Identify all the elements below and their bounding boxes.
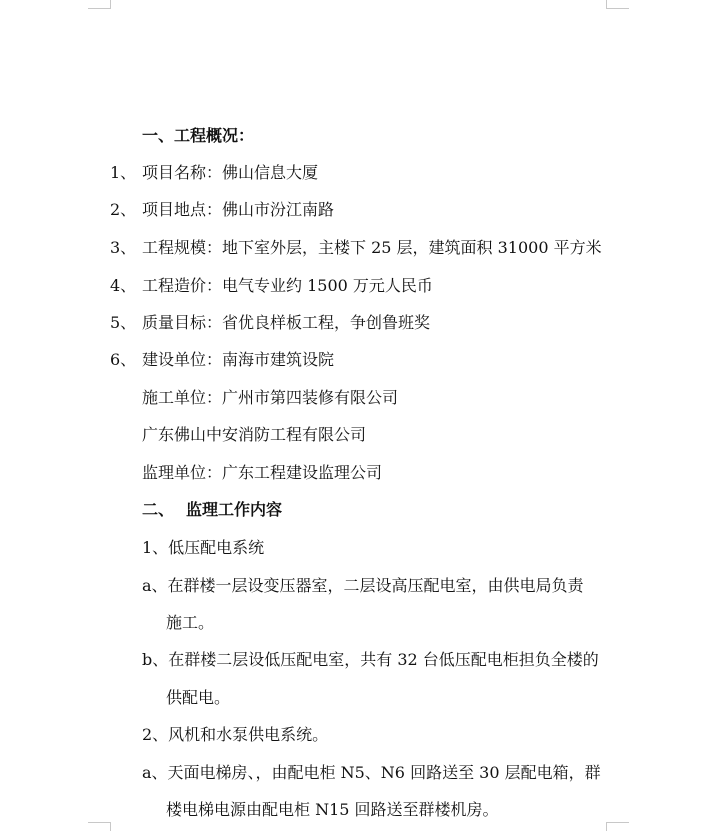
item-number: 1、 — [110, 163, 137, 182]
item-project-scale: 工程规模：地下室外层，主楼下 25 层，建筑面积 31000 平方米 — [142, 238, 602, 257]
paragraph-a2-line1: a、天面电梯房、，由配电柜 N5、N6 回路送至 30 层配电箱，群 — [142, 763, 601, 782]
supervisor-line: 监理单位：广东工程建设监理公司 — [142, 463, 383, 482]
item-number: 2、 — [110, 200, 137, 219]
paragraph-b1-line2: 供配电。 — [166, 688, 231, 707]
contractor-line: 施工单位：广州市第四装修有限公司 — [142, 388, 399, 407]
subheading-fan-pump: 2、风机和水泵供电系统。 — [142, 725, 329, 744]
item-number: 3、 — [110, 238, 137, 257]
crop-mark-top-right — [606, 0, 629, 9]
item-number: 5、 — [110, 313, 137, 332]
item-number: 6、 — [110, 350, 137, 369]
paragraph-a1-line2: 施工。 — [166, 613, 215, 632]
section-heading-overview: 一、工程概况： — [142, 126, 255, 145]
subheading-low-voltage: 1、低压配电系统 — [142, 538, 265, 557]
item-quality-goal: 质量目标：省优良样板工程，争创鲁班奖 — [142, 313, 431, 332]
crop-mark-top-left — [88, 0, 111, 9]
item-project-location: 项目地点：佛山市汾江南路 — [142, 200, 335, 219]
paragraph-b1-line1: b、在群楼二层设低压配电室，共有 32 台低压配电柜担负全楼的 — [142, 650, 599, 669]
fire-contractor-line: 广东佛山中安消防工程有限公司 — [142, 425, 367, 444]
paragraph-a1-line1: a、在群楼一层设变压器室，二层设高压配电室，由供电局负责 — [142, 576, 584, 595]
item-project-name: 项目名称：佛山信息大厦 — [142, 163, 319, 182]
item-project-cost: 工程造价：电气专业约 1500 万元人民币 — [142, 276, 433, 295]
section-heading-number: 二、 — [142, 500, 175, 519]
item-number: 4、 — [110, 276, 137, 295]
section-heading-supervision: 监理工作内容 — [186, 500, 283, 519]
item-client: 建设单位：南海市建筑设院 — [142, 350, 335, 369]
paragraph-a2-line2: 楼电梯电源由配电柜 N15 回路送至群楼机房。 — [166, 800, 499, 819]
